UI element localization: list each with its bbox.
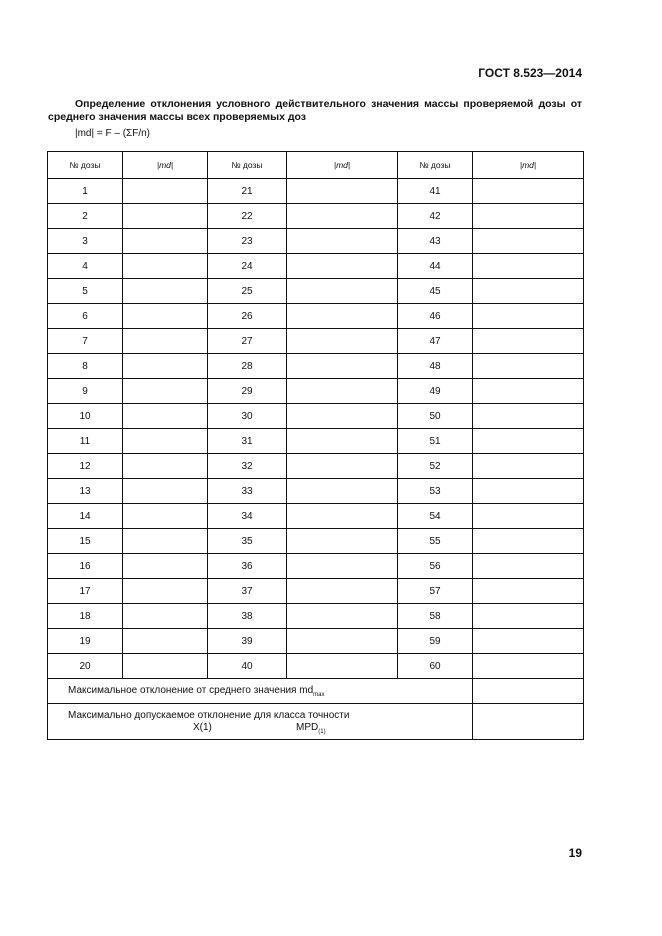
dose-number-cell: 32 — [208, 454, 287, 479]
dose-number-cell: 10 — [48, 404, 123, 429]
md-value-cell[interactable] — [287, 254, 398, 279]
dose-number-cell: 37 — [208, 579, 287, 604]
dose-number-cell: 6 — [48, 304, 123, 329]
col-header-md: |md| — [123, 152, 208, 179]
md-value-cell[interactable] — [287, 629, 398, 654]
md-value-cell[interactable] — [123, 304, 208, 329]
md-value-cell[interactable] — [123, 554, 208, 579]
md-value-cell[interactable] — [287, 654, 398, 679]
page-number: 19 — [568, 846, 582, 860]
dose-number-cell: 19 — [48, 629, 123, 654]
dose-number-cell: 39 — [208, 629, 287, 654]
table-row — [48, 479, 584, 504]
md-value-cell[interactable] — [123, 354, 208, 379]
md-value-cell[interactable] — [473, 204, 584, 229]
dose-number-cell: 36 — [208, 554, 287, 579]
md-value-cell[interactable] — [287, 479, 398, 504]
dose-number-cell: 34 — [208, 504, 287, 529]
md-value-cell[interactable] — [473, 429, 584, 454]
dose-number-cell: 47 — [398, 329, 473, 354]
dose-number-cell: 12 — [48, 454, 123, 479]
dose-number-cell: 20 — [48, 654, 123, 679]
dose-number-cell: 24 — [208, 254, 287, 279]
dose-number-cell: 15 — [48, 529, 123, 554]
dose-number-cell: 52 — [398, 454, 473, 479]
table-row — [48, 354, 584, 379]
dose-number-cell: 54 — [398, 504, 473, 529]
dose-number-cell: 42 — [398, 204, 473, 229]
allowed-deviation-text: Максимально допускаемое отклонение для класса точности — [68, 709, 350, 721]
md-value-cell[interactable] — [287, 579, 398, 604]
dose-number-cell: 21 — [208, 179, 287, 204]
md-value-cell[interactable] — [473, 504, 584, 529]
dose-number-cell: 40 — [208, 654, 287, 679]
allowed-deviation-value[interactable] — [473, 704, 584, 740]
md-value-cell[interactable] — [287, 604, 398, 629]
dose-number-cell: 13 — [48, 479, 123, 504]
md-value-cell[interactable] — [473, 329, 584, 354]
dose-number-cell: 29 — [208, 379, 287, 404]
md-value-cell[interactable] — [287, 379, 398, 404]
dose-number-cell: 41 — [398, 179, 473, 204]
md-value-cell[interactable] — [473, 229, 584, 254]
dose-number-cell: 25 — [208, 279, 287, 304]
md-value-cell[interactable] — [123, 579, 208, 604]
md-value-cell[interactable] — [287, 504, 398, 529]
md-value-cell[interactable] — [473, 404, 584, 429]
md-value-cell[interactable] — [287, 329, 398, 354]
md-value-cell[interactable] — [473, 354, 584, 379]
dose-number-cell: 45 — [398, 279, 473, 304]
table-row — [48, 229, 584, 254]
md-value-cell[interactable] — [473, 254, 584, 279]
md-value-cell[interactable] — [123, 229, 208, 254]
md-value-cell[interactable] — [473, 304, 584, 329]
col-header-md: |md| — [287, 152, 398, 179]
md-value-cell[interactable] — [123, 604, 208, 629]
dose-number-cell: 9 — [48, 379, 123, 404]
md-value-cell[interactable] — [123, 654, 208, 679]
table-row — [48, 279, 584, 304]
dose-number-cell: 5 — [48, 279, 123, 304]
dose-number-cell: 30 — [208, 404, 287, 429]
dose-number-cell: 49 — [398, 379, 473, 404]
md-value-cell[interactable] — [123, 204, 208, 229]
md-value-cell[interactable] — [473, 629, 584, 654]
md-value-cell[interactable] — [123, 629, 208, 654]
table-row — [48, 329, 584, 354]
dose-number-cell: 46 — [398, 304, 473, 329]
dose-number-cell: 48 — [398, 354, 473, 379]
accuracy-class: X(1) — [193, 721, 212, 733]
col-header-dose-no: № дозы — [48, 152, 123, 179]
md-value-cell[interactable] — [287, 229, 398, 254]
dose-number-cell: 51 — [398, 429, 473, 454]
dose-number-cell: 7 — [48, 329, 123, 354]
md-value-cell[interactable] — [473, 604, 584, 629]
dose-number-cell: 59 — [398, 629, 473, 654]
table-row — [48, 404, 584, 429]
max-deviation-subscript: max — [313, 691, 325, 698]
dose-number-cell: 43 — [398, 229, 473, 254]
md-value-cell[interactable] — [287, 554, 398, 579]
table-row — [48, 254, 584, 279]
md-value-cell[interactable] — [123, 429, 208, 454]
dose-number-cell: 16 — [48, 554, 123, 579]
summary-row-max-deviation — [48, 679, 584, 704]
table-header-row — [48, 152, 584, 179]
mass-deviation-table — [47, 151, 584, 740]
allowed-deviation-label — [48, 704, 473, 740]
md-value-cell[interactable] — [287, 429, 398, 454]
md-value-cell[interactable] — [123, 404, 208, 429]
md-value-cell[interactable] — [123, 529, 208, 554]
table-row — [48, 629, 584, 654]
dose-number-cell: 31 — [208, 429, 287, 454]
dose-number-cell: 38 — [208, 604, 287, 629]
md-value-cell[interactable] — [123, 504, 208, 529]
md-value-cell[interactable] — [123, 279, 208, 304]
document-code: ГОСТ 8.523—2014 — [478, 66, 582, 80]
md-value-cell[interactable] — [123, 454, 208, 479]
md-value-cell[interactable] — [473, 554, 584, 579]
dose-number-cell: 60 — [398, 654, 473, 679]
md-value-cell[interactable] — [123, 479, 208, 504]
dose-number-cell: 27 — [208, 329, 287, 354]
dose-number-cell: 55 — [398, 529, 473, 554]
mpd-label: $MPD_{(1)}$ — [296, 721, 326, 735]
dose-number-cell: 1 — [48, 179, 123, 204]
table-row — [48, 654, 584, 679]
table-row — [48, 379, 584, 404]
dose-number-cell: 2 — [48, 204, 123, 229]
max-deviation-value[interactable] — [473, 679, 584, 704]
dose-number-cell: 57 — [398, 579, 473, 604]
col-header-dose-no: № дозы — [398, 152, 473, 179]
col-header-md: |md| — [473, 152, 584, 179]
md-value-cell[interactable] — [123, 179, 208, 204]
max-deviation-text: Максимальное отклонение от среднего значения md — [68, 684, 314, 696]
dose-number-cell: 23 — [208, 229, 287, 254]
formula: |md| = F – (ΣF/n) — [75, 128, 150, 139]
md-value-cell[interactable] — [287, 529, 398, 554]
dose-number-cell: 50 — [398, 404, 473, 429]
dose-number-cell: 53 — [398, 479, 473, 504]
dose-number-cell: 22 — [208, 204, 287, 229]
md-value-cell[interactable] — [473, 454, 584, 479]
section-heading: Определение отклонения условного действительного значения массы проверяемой дозы от среднего значения массы всех проверяемых доз — [48, 98, 582, 123]
dose-number-cell: 26 — [208, 304, 287, 329]
col-header-dose-no: № дозы — [208, 152, 287, 179]
dose-number-cell: 17 — [48, 579, 123, 604]
md-value-cell[interactable] — [123, 379, 208, 404]
dose-number-cell: 4 — [48, 254, 123, 279]
md-value-cell[interactable] — [287, 179, 398, 204]
table-row — [48, 179, 584, 204]
table-row — [48, 454, 584, 479]
dose-number-cell: 35 — [208, 529, 287, 554]
md-value-cell[interactable] — [287, 304, 398, 329]
max-deviation-label — [48, 679, 473, 704]
table-row — [48, 204, 584, 229]
dose-number-cell: 11 — [48, 429, 123, 454]
dose-number-cell: 56 — [398, 554, 473, 579]
md-value-cell[interactable] — [287, 204, 398, 229]
dose-number-cell: 18 — [48, 604, 123, 629]
dose-number-cell: 3 — [48, 229, 123, 254]
md-value-cell[interactable] — [473, 529, 584, 554]
md-value-cell[interactable] — [473, 579, 584, 604]
md-value-cell[interactable] — [287, 279, 398, 304]
summary-row-allowed-deviation — [48, 704, 584, 740]
table-row — [48, 554, 584, 579]
md-value-cell[interactable] — [473, 179, 584, 204]
table-row — [48, 604, 584, 629]
md-value-cell[interactable] — [287, 454, 398, 479]
md-value-cell[interactable] — [473, 379, 584, 404]
md-value-cell[interactable] — [287, 354, 398, 379]
dose-number-cell: 44 — [398, 254, 473, 279]
md-value-cell[interactable] — [473, 654, 584, 679]
md-value-cell[interactable] — [123, 329, 208, 354]
md-value-cell[interactable] — [473, 279, 584, 304]
dose-number-cell: 28 — [208, 354, 287, 379]
table-row — [48, 429, 584, 454]
table-row — [48, 529, 584, 554]
md-value-cell[interactable] — [473, 479, 584, 504]
dose-number-cell: 14 — [48, 504, 123, 529]
dose-number-cell: 8 — [48, 354, 123, 379]
table-row — [48, 579, 584, 604]
dose-number-cell: 58 — [398, 604, 473, 629]
table-row — [48, 504, 584, 529]
md-value-cell[interactable] — [123, 254, 208, 279]
table-row — [48, 304, 584, 329]
md-value-cell[interactable] — [287, 404, 398, 429]
dose-number-cell: 33 — [208, 479, 287, 504]
